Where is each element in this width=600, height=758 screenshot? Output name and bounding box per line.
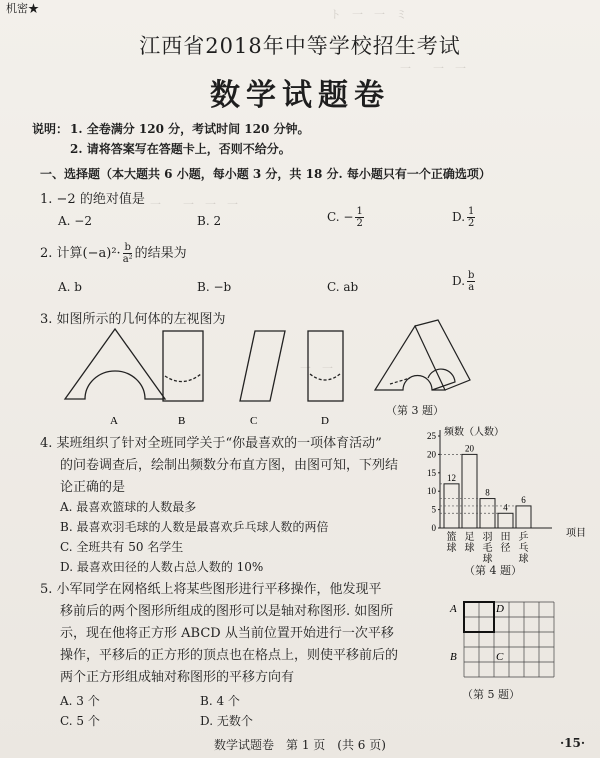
bar-value-label: 4	[503, 502, 508, 513]
q3-label-c: C	[250, 415, 258, 427]
section-heading: 一、选择题（本大题共 6 小题，每小题 3 分，共 18 分. 每小题只有一个正确选项）	[40, 167, 491, 181]
q4-line-3: 论正确的是	[60, 480, 126, 495]
category-label: 羽	[482, 532, 493, 543]
q5-option-d: D. 无数个	[200, 714, 253, 728]
q2-option-d: D. $\frac{b}{a}$	[452, 270, 475, 293]
show-through-text: 一 一 一 一	[150, 198, 238, 211]
y-tick-label: 20	[427, 449, 436, 460]
q3-caption: （第 3 题）	[386, 404, 444, 417]
q3-option-a-figure	[65, 329, 165, 399]
q5-grid-figure	[446, 594, 556, 684]
q5-line-5: 两个正方形组成轴对称图形的平移方向有	[60, 670, 295, 685]
chart-bars	[440, 443, 531, 528]
q2-option-b: B. −b	[197, 280, 232, 294]
category-label: 球	[446, 543, 457, 554]
chart-categories	[447, 530, 529, 565]
q4-option-d: D. 最喜欢田径的人数占总人数的 10%	[60, 560, 264, 574]
y-tick-label: 5	[431, 504, 436, 515]
q3-label-a: A	[110, 415, 118, 427]
q3-label-b: B	[178, 415, 186, 427]
q5-option-a: A. 3 个	[60, 694, 100, 708]
note-line-1: 1. 全卷满分 120 分，考试时间 120 分钟。	[70, 122, 310, 136]
q5-option-c: C. 5 个	[60, 714, 100, 728]
q3-option-c-figure	[240, 331, 285, 401]
category-label: 足	[464, 532, 475, 543]
y-tick-label: 15	[427, 467, 436, 478]
note-line-2: 2. 请将答案写在答题卡上，否则不给分。	[70, 142, 291, 156]
grid-lines	[464, 602, 554, 677]
q4-histogram	[418, 424, 598, 574]
point-a-label: A	[450, 603, 457, 615]
show-through-text: 一 一 一	[400, 62, 466, 75]
q3-stem: 3. 如图所示的几何体的左视图为	[40, 312, 226, 327]
y-tick-label: 25	[427, 431, 436, 441]
exam-title: 江西省2018年中等学校招生考试	[139, 34, 461, 58]
q5-line-4: 操作，平移后的正方形的顶点也在格点上，则使平移前后的	[60, 648, 399, 663]
notes-label: 说明：	[32, 122, 69, 136]
category-label: 乒	[518, 532, 529, 543]
category-label: 球	[464, 543, 475, 554]
paper-title: 数学试题卷	[210, 78, 390, 113]
q5-line-2: 移前后的两个图形所组成的图形可以是轴对称图形. 如图所	[60, 604, 394, 619]
y-tick-label: 0	[431, 523, 436, 533]
q4-line-2: 的问卷调查后，绘制出频数分布直方图，由图可知，下列结	[60, 458, 399, 473]
q1-stem: 1. −2 的绝对值是	[40, 192, 145, 207]
footer-page-number: ·15·	[560, 736, 586, 750]
category-label: 田	[500, 532, 511, 543]
bar-value-label: 20	[465, 443, 474, 454]
bar	[498, 513, 513, 528]
q4-line-1: 4. 某班组织了针对全班同学关于“你最喜欢的一项体育活动”	[40, 436, 382, 451]
chart-ticks	[427, 431, 440, 533]
q1-option-b: B. 2	[197, 214, 222, 228]
point-c-label: C	[496, 651, 504, 663]
show-through-text: ト 一 一 ミ	[330, 8, 407, 21]
q1-option-c: C. − $\frac{1}{2}$	[327, 206, 363, 229]
show-through-text: 一 一	[300, 362, 333, 375]
q1-option-a: A. −2	[58, 214, 92, 228]
q5-line-3: 示，现在他将正方形 ABCD 从当前位置开始进行一次平移	[60, 626, 394, 641]
q4-option-b: B. 最喜欢羽毛球的人数是最喜欢乒乓球人数的两倍	[60, 520, 329, 534]
q3-option-d-figure	[308, 331, 343, 401]
q1-option-d: D. $\frac{1}{2}$	[452, 206, 475, 229]
category-label: 径	[500, 543, 511, 554]
q4-option-c: C. 全班共有 50 名学生	[60, 540, 184, 554]
q3-option-b-figure	[163, 331, 203, 401]
category-label: 毛	[482, 543, 493, 554]
q4-caption: （第 4 题）	[464, 564, 522, 577]
category-label: 篮	[446, 532, 457, 543]
chart-x-label: 项目	[566, 528, 586, 539]
secret-mark: 机密★	[6, 2, 39, 15]
bar-value-label: 12	[447, 472, 456, 483]
category-label: 球	[518, 554, 529, 565]
q4-option-a: A. 最喜欢篮球的人数最多	[60, 500, 197, 514]
chart-y-label: 频数（人数）	[444, 427, 504, 438]
category-label: 球	[482, 554, 493, 565]
q3-label-d: D	[321, 415, 329, 427]
q3-solid-figure	[370, 318, 480, 400]
q5-line-1: 5. 小军同学在网格纸上将某些图形进行平移操作，他发现平	[40, 582, 382, 597]
q2-stem: 2. 计算(−a)²· $\frac{b}{\text{a²}}$ 的结果为	[40, 242, 187, 265]
bar-value-label: 6	[521, 494, 526, 505]
bar	[462, 454, 477, 528]
q5-option-b: B. 4 个	[200, 694, 240, 708]
category-label: 乓	[518, 543, 529, 554]
bar	[516, 506, 531, 528]
q5-caption: （第 5 题）	[462, 688, 520, 701]
q2-option-c: C. ab	[327, 280, 359, 294]
bar-value-label: 8	[485, 487, 490, 498]
footer-page-info: 数学试题卷 第 1 页 (共 6 页)	[214, 738, 386, 752]
point-b-label: B	[450, 651, 457, 663]
y-tick-label: 10	[427, 486, 436, 497]
q2-option-a: A. b	[58, 280, 82, 294]
point-d-label: D	[496, 603, 504, 615]
